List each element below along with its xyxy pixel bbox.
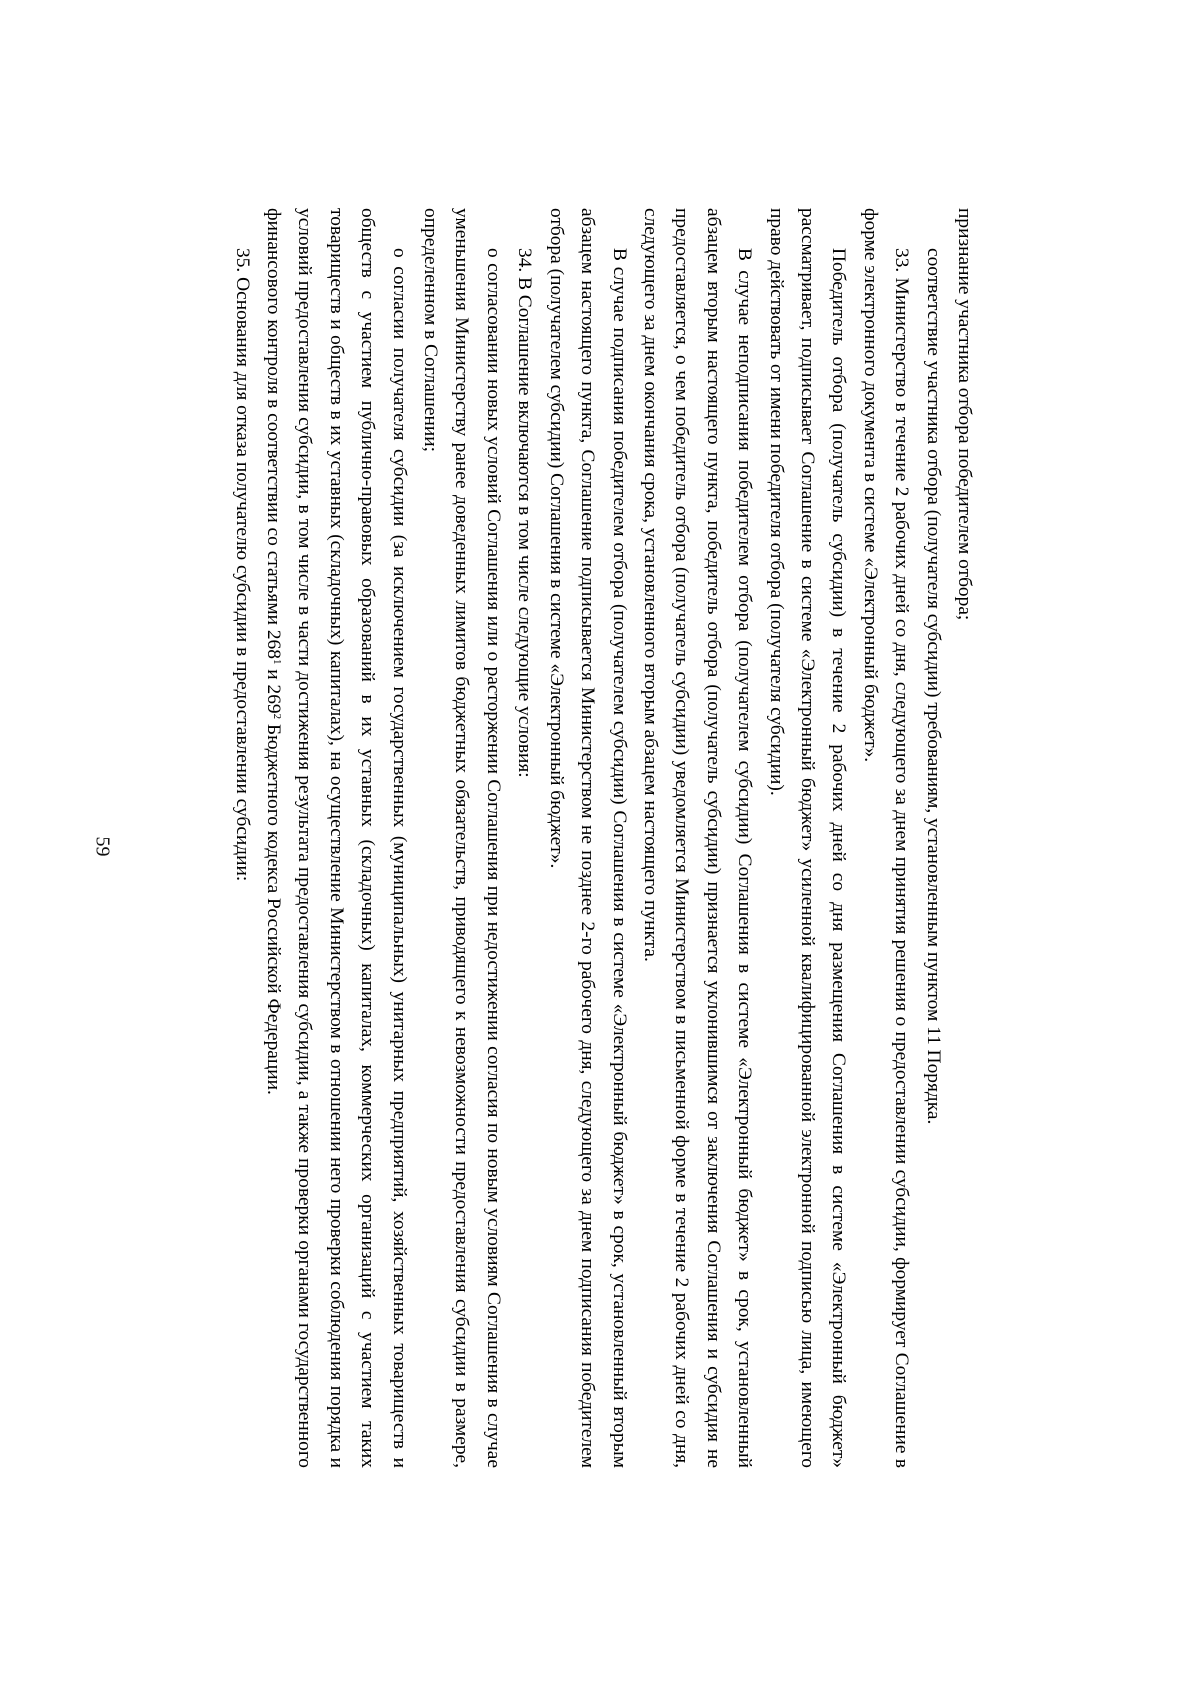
paragraph-8: о согласовании новых условий Соглашения или о расторжении Соглашения при недостижении согласия по новым условиям Соглашения в случае уменьшения Министерству ранее доведенных лимитов бюджетных обязательств, приводящего к невозможности предоставления субсидии в размере, определенном в Соглашении; xyxy=(420,208,504,1468)
paragraph-7: 34. В Соглашение включаются в том числе следующие условия: xyxy=(514,248,536,778)
paragraph-9-part-c: Бюджетного кодекса Российской Федерации. xyxy=(263,719,285,1095)
paragraph-6: В случае подписания победителем отбора (получателем субсидии) Соглашения в системе «Электронный бюджет» в срок, установленный вторым абзацем настоящего пункта, Соглашение подписывается Министерством не позднее 2-го рабочего дня, следующего за днем подписания победителем отбора (получателем субсидии) Соглашения в системе «Электронный бюджет». xyxy=(545,208,630,1468)
paragraph-9-part-b: и 269 xyxy=(263,664,285,714)
paragraph-10: 35. Основания для отказа получателю субсидии в предоставлении субсидии: xyxy=(231,248,253,882)
paragraph-3: 33. Министерство в течение 2 рабочих дней со дня, следующего за днем принятия решения о предоставлении субсидии, формирует Соглашение в форме электронного документа в системе «Электронный бюджет». xyxy=(859,208,913,1468)
paragraph-4: Победитель отбора (получатель субсидии) в течение 2 рабочих дней со дня размещения Соглашения в системе «Электронный бюджет» рассматривает, подписывает Соглашение в системе «Электронный бюджет» усиленной квалифицированной электронной подписью лица, имеющего право действовать от имени победителя отбора (получателя субсидии). xyxy=(765,208,850,1468)
paragraph-1: признание участника отбора победителем отбора; xyxy=(954,208,975,621)
document-body xyxy=(180,208,980,1468)
paragraph-9-part-a: о согласии получателя субсидии (за исключением государственных (муниципальных) унитарных предприятий, хозяйственных товариществ и обществ с участием публично-правовых образований в их уставных (складочных) капиталах, коммерческих организаций с участием таких товариществ и обществ в их уставных (складочных) капиталах), на осуществление Министерством в отношении него проверки соблюдения порядка и условий предоставления субсидии, в том числе в части достижения результата предоставления субсидии, а также проверки органами государственного финансового контроля в соответствии со статьями 268 xyxy=(263,208,410,1468)
superscript-2: 2 xyxy=(271,713,284,720)
superscript-1: 1 xyxy=(271,658,284,665)
paragraph-9 xyxy=(258,208,415,1468)
page-number: 59 xyxy=(91,836,114,857)
paragraph-5: В случае неподписания победителем отбора (получателем субсидии) Соглашения в системе «Электронный бюджет» в срок, установленный абзацем вторым настоящего пункта, победитель отбора (получатель субсидии) признается уклонившимся от заключения Соглашения и субсидия не предоставляется, о чем победитель отбора (получатель субсидии) уведомляется Министерством в письменной форме в течение 2 рабочих дней со дня, следующего за днем окончания срока, установленного вторым абзацем настоящего пункта. xyxy=(639,208,756,1468)
paragraph-2: соответствие участника отбора (получателя субсидии) требованиям, установленным пунктом 11 Порядка. xyxy=(922,248,944,1125)
